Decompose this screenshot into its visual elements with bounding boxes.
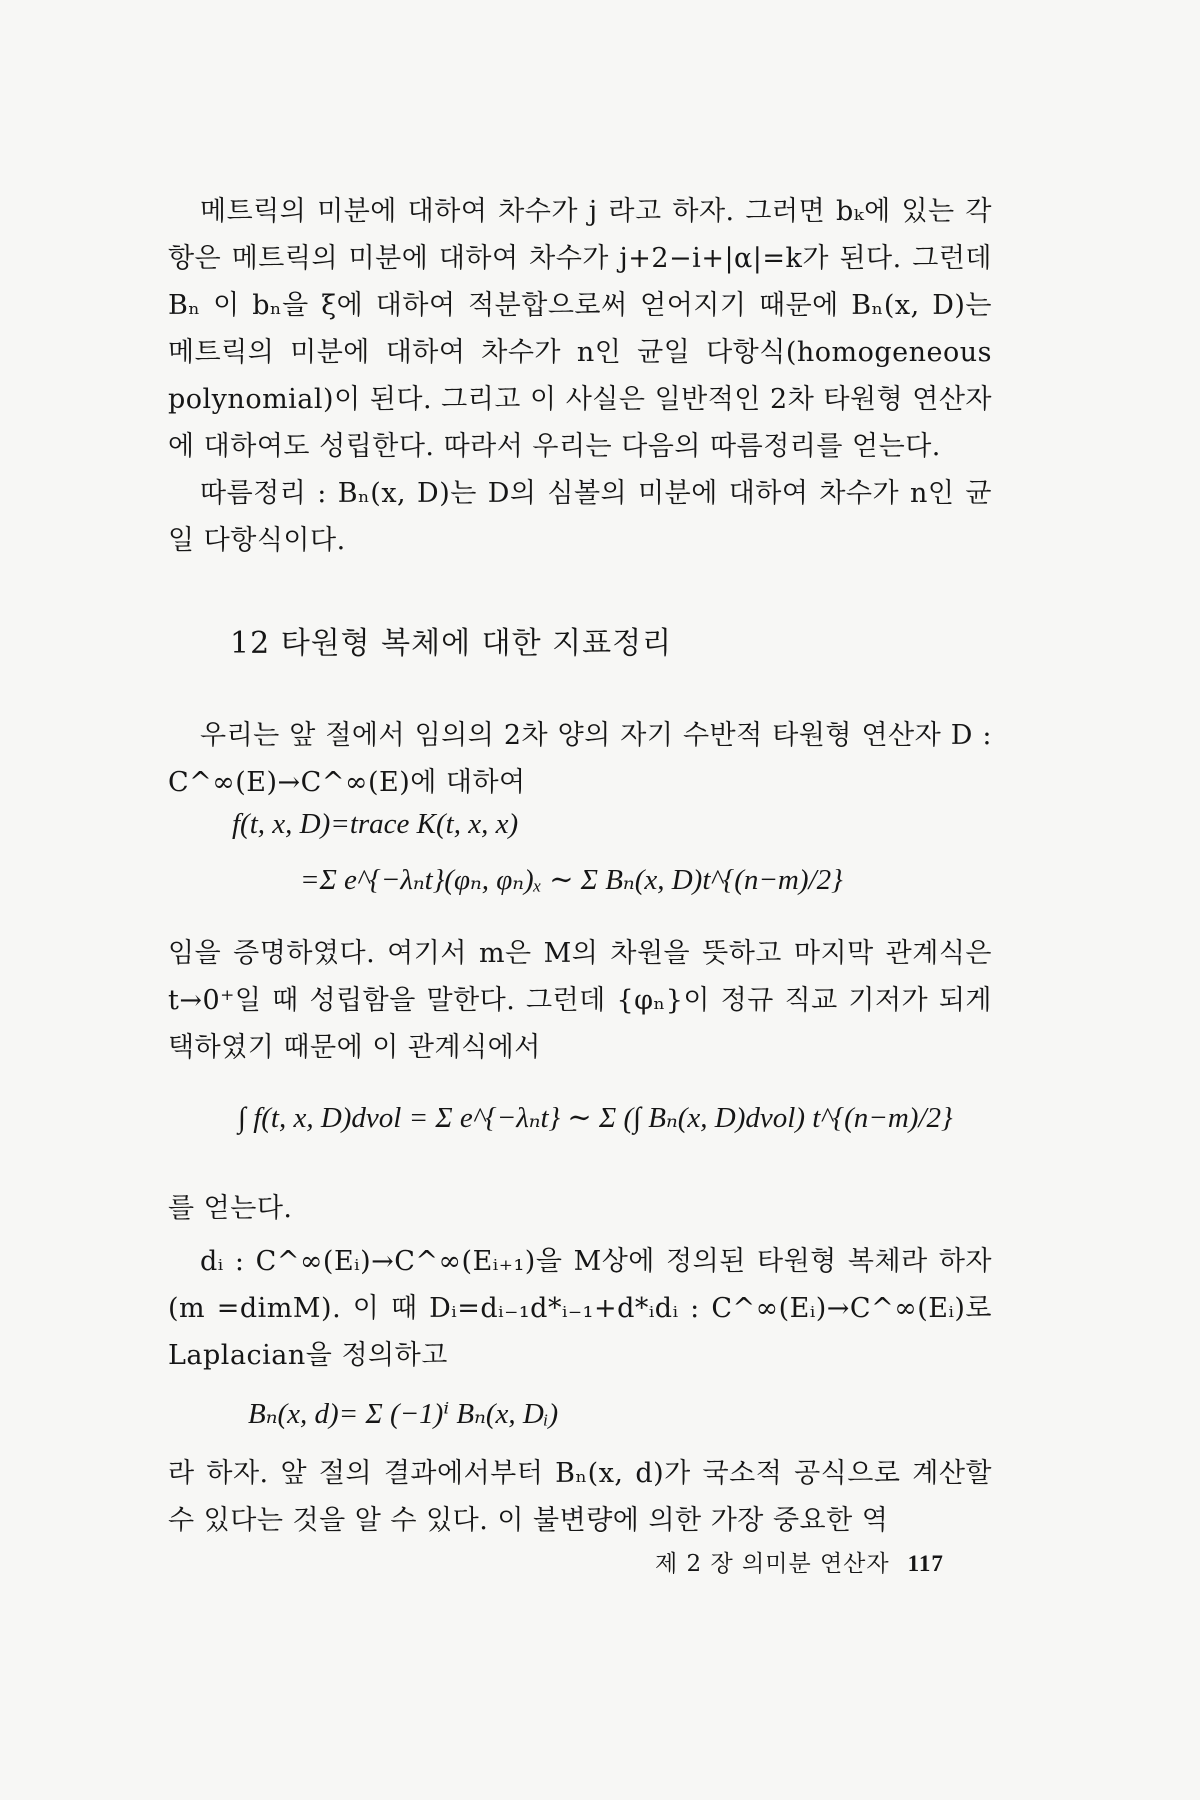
equation-1-line-2: =Σ e^{−λₙt}(φₙ, φₙ)ₓ ∼ Σ Bₙ(x, D)t^{(n−m)/2} <box>300 864 843 896</box>
paragraph-6 <box>168 1238 992 1379</box>
paragraph-5 <box>168 1185 992 1232</box>
corollary-text: 따름정리 : Bₙ(x, D)는 D의 심볼의 미분에 대하여 차수가 n인 균일 다항식이다. <box>168 478 992 556</box>
paragraph-4 <box>168 930 992 1071</box>
paragraph-text: 라 하자. 앞 절의 결과에서부터 Bₙ(x, d)가 국소적 공식으로 계산할 수 있다는 것을 알 수 있다. 이 불변량에 의한 가장 중요한 역 <box>168 1458 992 1536</box>
page-footer <box>655 1545 944 1578</box>
section-heading: 12 타원형 복체에 대한 지표정리 <box>230 626 673 661</box>
equation-2: ∫ f(t, x, D)dvol = Σ e^{−λₙt} ∼ Σ (∫ Bₙ(x, D)dvol) t^{(n−m)/2} <box>238 1102 953 1134</box>
chapter-title: 제 2 장 의미분 연산자 <box>655 1551 890 1577</box>
equation-1-line-1: f(t, x, D)=trace K(t, x, x) <box>232 808 519 840</box>
paragraph-text: 메트릭의 미분에 대하여 차수가 j 라고 하자. 그러면 bₖ에 있는 각 항은 메트릭의 미분에 대하여 차수가 j+2−i+|α|=k가 된다. 그런데 Bₙ 이 bₙ을 ξ에 대하여 적분합으로써 얻어지기 때문에 Bₙ(x, D)는 메트릭의 미분에 대하여 차수가 n인 균일 다항식(homogeneous polynomial)이 된다. 그리고 이 사실은 일반적인 2차 타원형 연산자에 대하여도 성립한다. 따라서 우리는 다음의 따름정리를 얻는다. <box>168 196 992 462</box>
paragraph-3 <box>168 712 992 806</box>
paragraph-1 <box>168 188 992 470</box>
paragraph-text: 를 얻는다. <box>168 1193 293 1224</box>
paragraph-text: 임을 증명하였다. 여기서 m은 M의 차원을 뜻하고 마지막 관계식은 t→0⁺일 때 성립함을 말한다. 그런데 {φₙ}이 정규 직교 기저가 되게 택하였기 때문에 이 관계식에서 <box>168 938 992 1063</box>
corollary <box>168 470 992 564</box>
paragraph-7 <box>168 1450 992 1544</box>
equation-3: Bₙ(x, d)= Σ (−1)ⁱ Bₙ(x, Dᵢ) <box>248 1398 559 1430</box>
page-number: 117 <box>907 1551 944 1576</box>
paragraph-text: dᵢ : C^∞(Eᵢ)→C^∞(Eᵢ₊₁)을 M상에 정의된 타원형 복체라 하자(m =dimM). 이 때 Dᵢ=dᵢ₋₁d*ᵢ₋₁+d*ᵢdᵢ : C^∞(Eᵢ)→C^∞(Eᵢ)로 Laplacian을 정의하고 <box>168 1246 992 1371</box>
paragraph-text: 우리는 앞 절에서 임의의 2차 양의 자기 수반적 타원형 연산자 D : C^∞(E)→C^∞(E)에 대하여 <box>168 720 992 798</box>
